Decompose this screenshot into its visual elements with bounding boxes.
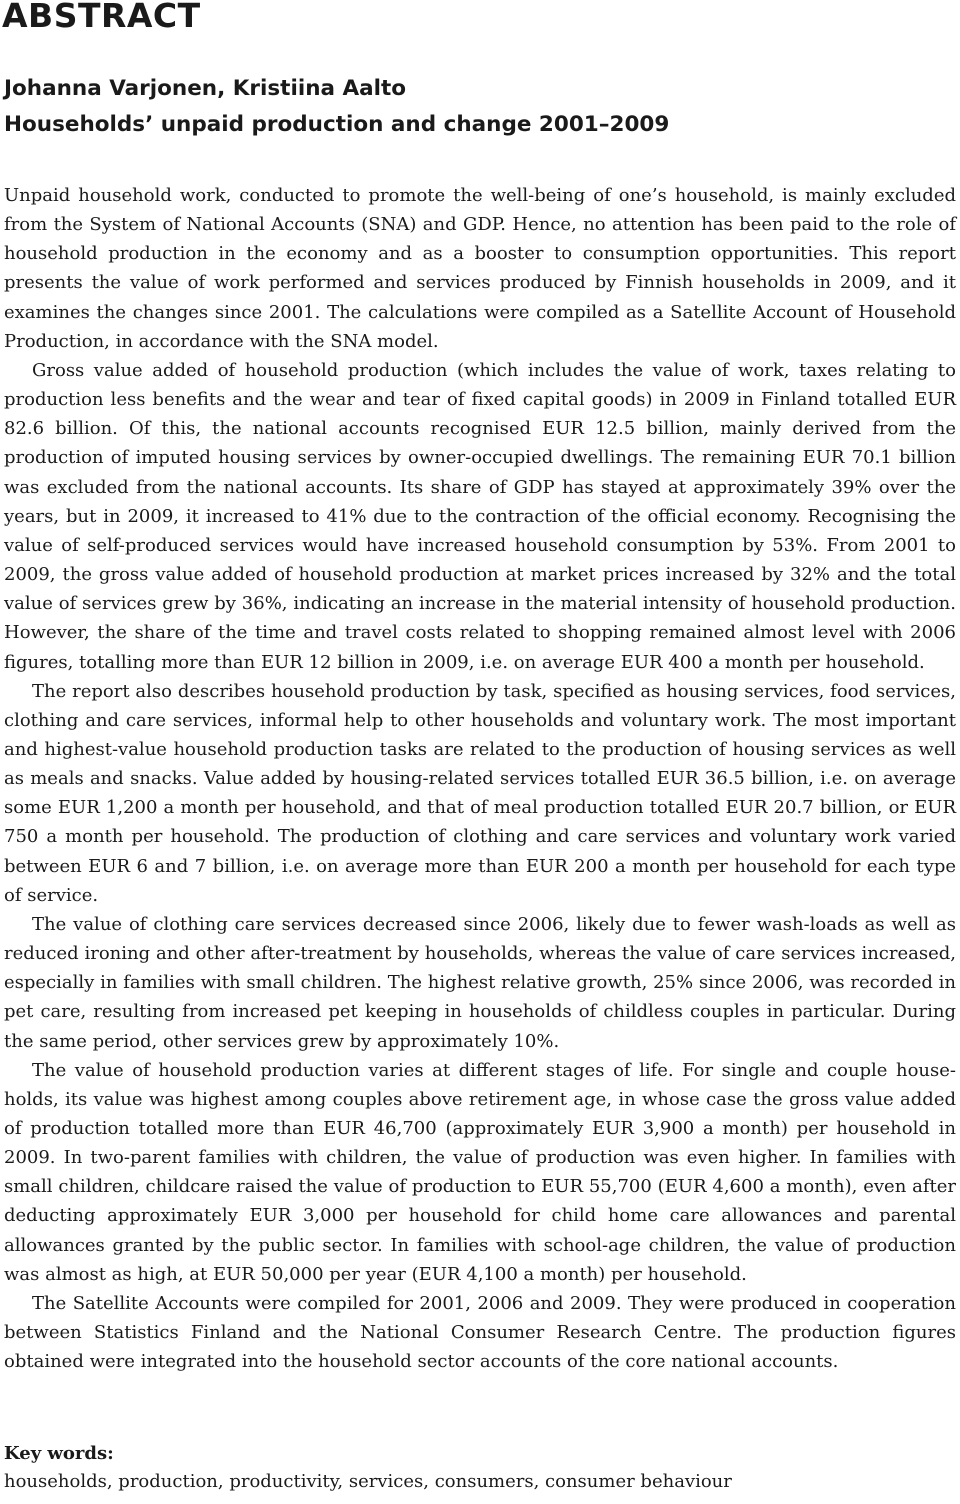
page-heading: ABSTRACT [2,0,201,35]
report-title: Households’ unpaid production and change 2001–2009 [4,112,670,137]
abstract-paragraph: Gross value added of household production (which includes the value of work, taxes relating to production less benefits and the wear and tear of fixed capital goods) in 2009 in Finland totalled EUR 82.6 billion. Of this, the national accounts recognised EUR 12.5 billion, mainly derived from the production of imputed housing services by owner-occupied dwellings. The remaining EUR 70.1 billion was excluded from the national accounts. Its share of GDP has stayed at approximately 39% over the years, but in 2009, it increased to 41% due to the contraction of the official economy. Recognising the value of self-produced services would have increased household consumption by 53%. From 2001 to 2009, the gross value added of household production at market prices increased by 32% and the total value of services grew by 36%, indicating an increase in the material intensity of household production. However, the share of the time and travel costs related to shopping remained almost level with 2006 figures, totalling more than EUR 12 billion in 2009, i.e. on average EUR 400 a month per household. [4,359,956,673]
abstract-paragraph: Unpaid household work, conducted to promote the well-being of one’s household, is mainly excluded from the System of National Accounts (SNA) and GDP. Hence, no attention has been paid to the role of household production in the economy and as a booster to consumption opportunities. This report presents the value of work performed and services produced by Finnish households in 2009, and it examines the changes since 2001. The calculations were compiled as a Satellite Account of Household Production, in accordance with the SNA model. [4,185,956,352]
abstract-paragraph: The value of household production varies at different stages of life. For single and couple households, its value was highest among couples above retirement age, in whose case the gross value added of production totalled more than EUR 46,700 (approximately EUR 3,900 a month) per household in 2009. In two-parent families with children, the value of production was even higher. In families with small children, childcare raised the value of production to EUR 55,700 (EUR 4,600 a month), even after deducting approximately EUR 3,000 per household for child home care allowances and parental allowances granted by the public sector. In families with school-age children, the value of production was almost as high, at EUR 50,000 per year (EUR 4,100 a month) per household. [4,1059,956,1285]
abstract-paragraph: The report also describes household production by task, specified as housing services, food services, clothing and care services, informal help to other households and voluntary work. The most important and highest-value household production tasks are related to the production of housing services as well as meals and snacks. Value added by housing-related services totalled EUR 36.5 billion, i.e. on average some EUR 1,200 a month per household, and that of meal production totalled EUR 20.7 billion, or EUR 750 a month per household. The production of clothing and care services and voluntary work varied between EUR 6 and 7 billion, i.e. on average more than EUR 200 a month per household for each type of service. [4,680,956,906]
keywords-label: Key words: [4,1443,114,1464]
abstract-body [4,181,956,1376]
abstract-paragraph: The value of clothing care services decreased since 2006, likely due to fewer wash-loads as well as reduced ironing and other after-treatment by households, whereas the value of care services increased, especially in families with small children. The highest relative growth, 25% since 2006, was recorded in pet care, resulting from increased pet keeping in households of childless couples in particular. During the same period, other services grew by approximately 10%. [4,913,956,1052]
abstract-paragraph: The Satellite Accounts were compiled for 2001, 2006 and 2009. They were produced in cooperation between Statistics Finland and the National Consumer Research Centre. The production figures obtained were integrated into the household sector accounts of the core national accounts. [4,1292,956,1373]
authors: Johanna Varjonen, Kristiina Aalto [4,76,407,101]
keywords-list: households, production, productivity, services, consumers, consumer behaviour [4,1471,732,1492]
